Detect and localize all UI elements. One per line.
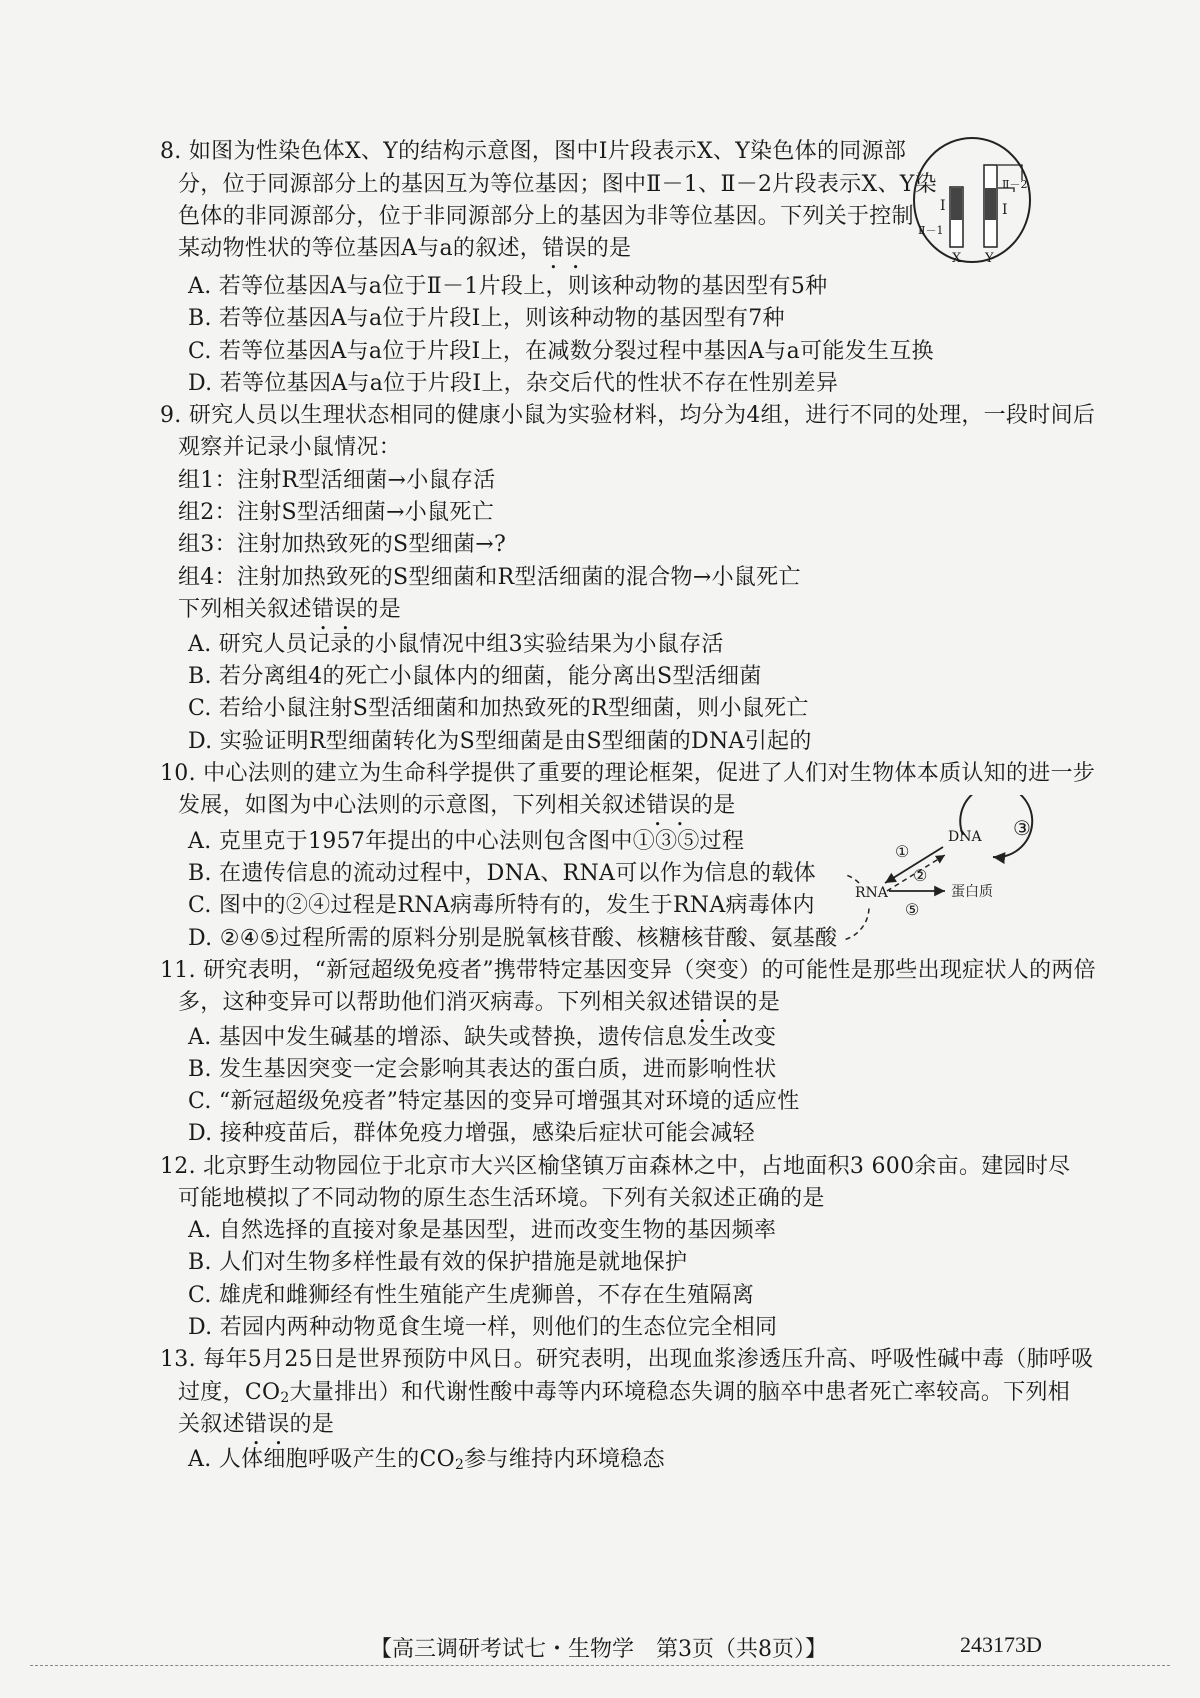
dna-label: DNA (948, 829, 982, 845)
footer-title: 【高三调研考试七・生物学 第3页（共8页）】 (370, 1637, 827, 1662)
q13-emphasis: 错误 (244, 1412, 290, 1437)
q13-stem-3a: 关叙述 (178, 1412, 245, 1437)
label-x: X (952, 251, 962, 266)
q9-group-2: 组2：注射S型活细菌→小鼠死亡 (178, 500, 495, 525)
q8-stem-tail: 的是 (586, 236, 632, 261)
q8-option-a: A. 若等位基因A与a位于Ⅱ－1片段上，则该种动物的基因型有5种 (188, 274, 828, 299)
label-segment-ii-2: Ⅱ－2 (1002, 178, 1028, 191)
process-2-label: ② (913, 866, 928, 885)
q11-stem-line-2 (178, 988, 780, 1028)
q10-option-d: D. ②④⑤过程所需的原料分别是脱氧核苷酸、核糖核苷酸、氨基酸 (188, 926, 838, 951)
q13-stem-line-3 (178, 1410, 334, 1450)
q8-stem-line-3: 色体的非同源部分，位于非同源部分上的基因为非等位基因。下列关于控制 (178, 204, 914, 229)
rna-replication-arrow (845, 873, 869, 941)
q11-stem-text: 多，这种变异可以帮助他们消灭病毒。下列相关叙述 (178, 990, 691, 1015)
label-segment-ii-1: Ⅱ－1 (918, 224, 944, 237)
q10-stem-line-1: 10. 中心法则的建立为生命科学提供了重要的理论框架，促进了人们对生物体本质认知的进一步 (160, 761, 1096, 786)
q9-stem-line-1: 9. 研究人员以生理状态相同的健康小鼠为实验材料，均分为4组，进行不同的处理，一段时间后 (160, 403, 1096, 428)
q11-option-b: B. 发生基因突变一定会影响其表达的蛋白质，进而影响性状 (188, 1057, 777, 1082)
chromosome-diagram (910, 130, 1040, 270)
q9-ask (178, 595, 401, 635)
q9-group-1: 组1：注射R型活细菌→小鼠存活 (178, 468, 496, 493)
x-homologous-segment (951, 188, 962, 220)
label-y: Y (985, 251, 994, 266)
q10-option-c: C. 图中的②④过程是RNA病毒所特有的，发生于RNA病毒体内 (188, 893, 815, 918)
q10-option-b: B. 在遗传信息的流动过程中，DNA、RNA可以作为信息的载体 (188, 861, 816, 886)
q12-stem-line-1: 12. 北京野生动物园位于北京市大兴区榆垡镇万亩森林之中，占地面积3 600余亩。建园时尽 (160, 1154, 1071, 1179)
label-segment-i-x: Ⅰ (940, 198, 946, 214)
q8-option-d: D. 若等位基因A与a位于片段Ⅰ上，杂交后代的性状不存在性别差异 (188, 371, 839, 396)
q11-stem-line-1: 11. 研究表明，“新冠超级免疫者”携带特定基因变异（突变）的可能性是那些出现症状人的两倍 (160, 958, 1096, 983)
central-dogma-diagram (845, 795, 1135, 975)
q12-stem-line-2: 可能地模拟了不同动物的原生态生活环境。下列有关叙述正确的是 (178, 1186, 825, 1211)
q8-emphasis: 错误 (542, 236, 587, 261)
footer-divider (30, 1665, 1170, 1666)
label-segment-i-y: Ⅰ (1002, 202, 1008, 218)
q13-stem-line-1: 13. 每年5月25日是世界预防中风日。研究表明，出现血浆渗透压升高、呼吸性碱中毒（肺呼吸 (160, 1347, 1094, 1372)
process-1-label: ① (895, 842, 910, 861)
q9-option-b: B. 若分离组4的死亡小鼠体内的细菌，能分离出S型活细菌 (188, 664, 762, 689)
q9-stem-line-2: 观察并记录小鼠情况： (178, 435, 402, 460)
q11-option-a: A. 基因中发生碱基的增添、缺失或替换，遗传信息发生改变 (188, 1025, 777, 1050)
q12-option-c: C. 雄虎和雌狮经有性生殖能产生虎狮兽，不存在生殖隔离 (188, 1283, 755, 1308)
protein-label: 蛋白质 (951, 884, 993, 900)
footer-code: 243173D (960, 1632, 1042, 1657)
q11-option-c: C. “新冠超级免疫者”特定基因的变异可增强其对环境的适应性 (188, 1089, 800, 1114)
q8-option-b: B. 若等位基因A与a位于片段Ⅰ上，则该种动物的基因型有7种 (188, 306, 785, 331)
q9-emphasis: 错误 (311, 597, 357, 622)
q13-stem-line-2 (178, 1378, 1070, 1413)
q13-option-a-text: A. 人体细胞呼吸产生的CO (188, 1447, 455, 1472)
q11-emphasis: 错误 (690, 990, 736, 1015)
q13-option-a-subscript: 2 (454, 1457, 465, 1473)
q10-stem-tail: 的是 (690, 793, 736, 818)
q13-option-a-tail: 参与维持内环境稳态 (464, 1447, 665, 1472)
process-3-label: ③ (1013, 816, 1031, 840)
q9-group-3: 组3：注射加热致死的S型细菌→? (178, 532, 507, 557)
q8-option-c: C. 若等位基因A与a位于片段Ⅰ上，在减数分裂过程中基因A与a可能发生互换 (188, 339, 934, 364)
q11-option-d: D. 接种疫苗后，群体免疫力增强，感染后症状可能会减轻 (188, 1121, 755, 1146)
q13-stem-2b: 大量排出）和代谢性酸中毒等内环境稳态失调的脑卒中患者死亡率较高。下列相 (289, 1380, 1071, 1405)
q9-option-c: C. 若给小鼠注射S型活细菌和加热致死的R型细菌，则小鼠死亡 (188, 696, 809, 721)
process-5-label: ⑤ (905, 900, 920, 919)
q13-option-a (188, 1445, 665, 1480)
q12-option-b: B. 人们对生物多样性最有效的保护措施是就地保护 (188, 1250, 688, 1275)
q13-stem-3tail: 的是 (289, 1412, 335, 1437)
rna-label: RNA (855, 885, 888, 901)
q9-ask-tail: 的是 (356, 597, 402, 622)
q10-option-a: A. 克里克于1957年提出的中心法则包含图中①③⑤过程 (188, 829, 745, 854)
q9-option-a: A. 研究人员记录的小鼠情况中组3实验结果为小鼠存活 (188, 632, 724, 657)
q8-stem-text: 某动物性状的等位基因A与a的叙述， (178, 236, 543, 261)
q10-emphasis: 错误 (646, 793, 691, 818)
q12-option-a: A. 自然选择的直接对象是基因型，进而改变生物的基因频率 (188, 1218, 777, 1243)
q13-stem-2a: 过度，CO (178, 1380, 281, 1405)
q8-stem-line-1: 8. 如图为性染色体X、Y的结构示意图，图中Ⅰ片段表示X、Y染色体的同源部 (160, 139, 907, 164)
q9-ask-text: 下列相关叙述 (178, 597, 312, 622)
q10-stem-line-2 (178, 791, 736, 831)
q13-subscript: 2 (280, 1390, 290, 1406)
diagram-circle (914, 138, 1030, 262)
q9-option-d: D. 实验证明R型细菌转化为S型细菌是由S型细菌的DNA引起的 (188, 729, 812, 754)
q8-stem-line-4 (178, 234, 631, 274)
y-homologous-segment (985, 188, 996, 220)
q10-stem-text: 发展，如图为中心法则的示意图，下列相关叙述 (178, 793, 647, 818)
q9-group-4: 组4：注射加热致死的S型细菌和R型活细菌的混合物→小鼠死亡 (178, 565, 801, 590)
q12-option-d: D. 若园内两种动物觅食生境一样，则他们的生态位完全相同 (188, 1315, 778, 1340)
q8-stem-line-2: 分，位于同源部分上的基因互为等位基因；图中Ⅱ－1、Ⅱ－2片段表示X、Y染 (178, 172, 937, 197)
q11-stem-tail: 的是 (735, 990, 781, 1015)
